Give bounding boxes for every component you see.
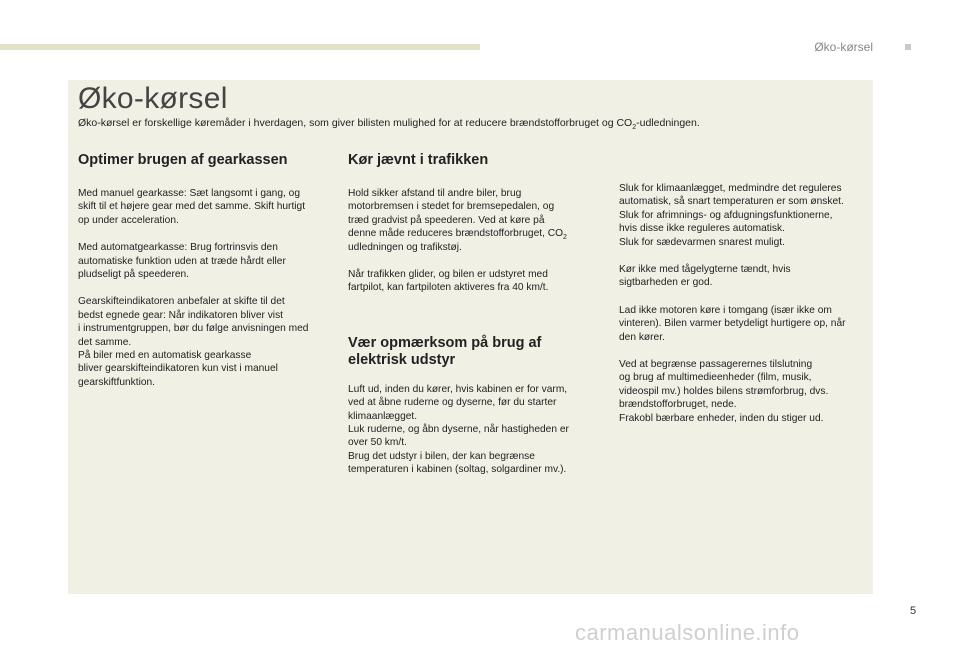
para-air-conditioning: Sluk for klimaanlægget, medmindre det reguleres automatisk, så snart temperaturen er som ønsket. Sluk for afrimnings- og afdugningsfunktionerne, hvis disse ikke reguleres automatisk. Sluk for sædevarmen snarest muligt. <box>619 183 844 248</box>
heading-gearbox: Optimer brugen af gearkassen <box>78 152 288 168</box>
para-fog-lights: Kør ikke med tågelygterne tændt, hvis sigtbarheden er god. <box>619 264 791 289</box>
para-safe-distance-text: Hold sikker afstand til andre biler, brug motorbremsen i stedet for bremsepedalen, og træd gradvist på speederen. Ved at køre på denne måde reduceres brændstofforbruget, CO <box>348 188 564 240</box>
para-ventilation: Luft ud, inden du kører, hvis kabinen er for varm, ved at åbne ruderne og dyserne, før du starter klimaanlægget. Luk ruderne, og åbn dyserne, når hastigheden er over 50 km/t. Brug det udstyr i bilen, der kan begrænse temperaturen i kabinen (soltag, solgardiner mv.). <box>348 383 569 476</box>
para-manual-gearbox: Med manuel gearkasse: Sæt langsomt i gang, og skift til et højere gear med det samme. Skift hurtigt op under acceleration. <box>78 188 306 226</box>
intro-text-main: Øko-kørsel er forskellige køremåder i hverdagen, som giver bilisten mulighed for at reducere brændstofforbruget og CO <box>78 117 633 129</box>
watermark: carmanualsonline.info <box>575 620 800 645</box>
intro-text <box>78 117 700 131</box>
para-automatic-gearbox: Med automatgearkasse: Brug fortrinsvis den automatiske funktion uden at træde hårdt eller pludseligt på speederen. <box>78 242 286 281</box>
content-panel <box>68 80 873 594</box>
para-gearshift-indicator: Gearskifteindikatoren anbefaler at skifte til det bedst egnede gear: Når indikatoren bliver vist i instrumentgruppen, bør du følge anvisningen med det samme. På biler med en automatisk gearkasse bliver gearskifteindikatoren kun vist i manuel gearskiftfunktion. <box>78 296 309 388</box>
intro-co2-subscript: 2 <box>632 124 637 132</box>
para-safe-distance-end: udledningen og trafikstøj. <box>348 241 462 253</box>
header-section-title: Øko-kørsel <box>814 40 873 54</box>
para-safe-distance <box>348 187 593 254</box>
para-idling: Lad ikke motoren køre i tomgang (især ikke om vinteren). Bilen varmer betydeligt hurtigere op, når den kører. <box>619 304 846 343</box>
intro-text-end: -udledningen. <box>636 117 700 129</box>
heading-electrical: Vær opmærksom på brug af elektrisk udstyr <box>348 334 542 368</box>
heading-traffic: Kør jævnt i trafikken <box>348 152 489 168</box>
page-title: Øko-kørsel <box>78 82 228 115</box>
column-gearbox <box>78 152 328 403</box>
page-number: 5 <box>910 605 917 617</box>
para-multimedia: Ved at begrænse passagerernes tilslutning og brug af multimedieenheder (film, musik, videospil mv.) holdes bilens strømforbrug, dvs. brændstofforbruget, nede. Frakobl bærbare enheder, inden du stiger ud. <box>619 359 829 424</box>
column-electrical <box>619 182 864 439</box>
header-accent-bar <box>0 44 480 50</box>
para-cruise-control: Når trafikken glider, og bilen er udstyret med fartpilot, kan fartpiloten aktiveres fra 40 km/t. <box>348 269 549 294</box>
co2-subscript: 2 <box>563 234 567 242</box>
header-square-marker <box>905 44 911 50</box>
column-traffic <box>348 152 593 491</box>
